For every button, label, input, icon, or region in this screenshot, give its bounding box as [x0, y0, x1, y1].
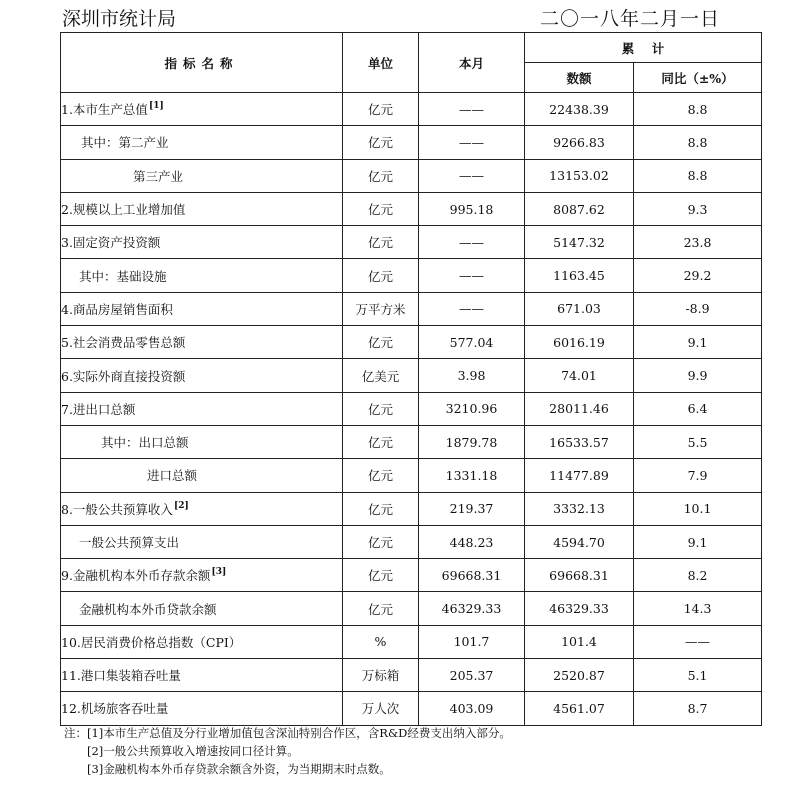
unit-cell: 亿美元: [343, 359, 419, 392]
amount-cell: 6016.19: [525, 326, 634, 359]
amount-cell: 4561.07: [525, 692, 634, 725]
yoy-cell: 14.3: [634, 592, 762, 625]
table-row: [61, 692, 762, 725]
yoy-cell: 6.4: [634, 392, 762, 425]
table-row: [61, 559, 762, 592]
month-cell: 219.37: [419, 492, 525, 525]
unit-cell: 万平方米: [343, 292, 419, 325]
footnotes: [64, 724, 511, 778]
yoy-cell: 8.8: [634, 93, 762, 126]
amount-cell: 69668.31: [525, 559, 634, 592]
amount-cell: 5147.32: [525, 226, 634, 259]
yoy-cell: 23.8: [634, 226, 762, 259]
unit-cell: 亿元: [343, 326, 419, 359]
month-cell: 448.23: [419, 525, 525, 558]
month-cell: 3210.96: [419, 392, 525, 425]
yoy-cell: -8.9: [634, 292, 762, 325]
amount-cell: 16533.57: [525, 425, 634, 458]
unit-cell: 亿元: [343, 93, 419, 126]
indicator-name: 2.规模以上工业增加值: [61, 192, 343, 225]
unit-cell: 亿元: [343, 492, 419, 525]
header-indicator: 指标名称: [61, 33, 343, 93]
statistics-table: [60, 32, 762, 726]
yoy-cell: 9.1: [634, 326, 762, 359]
unit-cell: 亿元: [343, 559, 419, 592]
report-date: 二〇一八年二月一日: [539, 8, 720, 30]
unit-cell: 亿元: [343, 259, 419, 292]
unit-cell: 亿元: [343, 192, 419, 225]
unit-cell: %: [343, 625, 419, 658]
unit-cell: 亿元: [343, 159, 419, 192]
yoy-cell: 8.8: [634, 159, 762, 192]
table-row: [61, 93, 762, 126]
indicator-name: 8.一般公共预算收入[2]: [61, 492, 343, 525]
yoy-cell: 10.1: [634, 492, 762, 525]
indicator-name: 进口总额: [61, 459, 343, 492]
yoy-cell: 9.1: [634, 525, 762, 558]
indicator-name: 6.实际外商直接投资额: [61, 359, 343, 392]
indicator-name: 一般公共预算支出: [61, 525, 343, 558]
unit-cell: 亿元: [343, 392, 419, 425]
amount-cell: 9266.83: [525, 126, 634, 159]
table-row: [61, 625, 762, 658]
amount-cell: 22438.39: [525, 93, 634, 126]
indicator-name: 9.金融机构本外币存款余额[3]: [61, 559, 343, 592]
yoy-cell: 8.2: [634, 559, 762, 592]
indicator-name: 3.固定资产投资额: [61, 226, 343, 259]
header-yoy: 同比（±%）: [634, 63, 762, 93]
month-cell: 1331.18: [419, 459, 525, 492]
unit-cell: 亿元: [343, 126, 419, 159]
indicator-name: 第三产业: [61, 159, 343, 192]
unit-cell: 万人次: [343, 692, 419, 725]
month-cell: 101.7: [419, 625, 525, 658]
header-month: 本月: [419, 33, 525, 93]
indicator-name: 11.港口集装箱吞吐量: [61, 659, 343, 692]
yoy-cell: 9.3: [634, 192, 762, 225]
header-amount: 数额: [525, 63, 634, 93]
month-cell: 577.04: [419, 326, 525, 359]
month-cell: 3.98: [419, 359, 525, 392]
amount-cell: 46329.33: [525, 592, 634, 625]
yoy-cell: 8.8: [634, 126, 762, 159]
table-row: [61, 659, 762, 692]
amount-cell: 1163.45: [525, 259, 634, 292]
yoy-cell: 5.1: [634, 659, 762, 692]
amount-cell: 28011.46: [525, 392, 634, 425]
table-row: [61, 459, 762, 492]
amount-cell: 2520.87: [525, 659, 634, 692]
month-cell: ——: [419, 126, 525, 159]
yoy-cell: 9.9: [634, 359, 762, 392]
table-row: [61, 159, 762, 192]
month-cell: 46329.33: [419, 592, 525, 625]
amount-cell: 11477.89: [525, 459, 634, 492]
table-row: [61, 392, 762, 425]
month-cell: ——: [419, 292, 525, 325]
header-cumulative: 累 计: [525, 33, 762, 63]
table-row: [61, 592, 762, 625]
footnote-2: [2]一般公共预算收入增速按同口径计算。: [87, 744, 299, 758]
footnote-ref: [1]: [148, 101, 164, 112]
yoy-cell: 29.2: [634, 259, 762, 292]
unit-cell: 亿元: [343, 525, 419, 558]
month-cell: 995.18: [419, 192, 525, 225]
indicator-name: 7.进出口总额: [61, 392, 343, 425]
indicator-name: 12.机场旅客吞吐量: [61, 692, 343, 725]
table-row: [61, 359, 762, 392]
footnote-3: [3]金融机构本外币存贷款余额含外资，为当期期末时点数。: [87, 762, 391, 776]
header-unit: 单位: [343, 33, 419, 93]
month-cell: ——: [419, 159, 525, 192]
month-cell: 403.09: [419, 692, 525, 725]
amount-cell: 74.01: [525, 359, 634, 392]
table-row: [61, 259, 762, 292]
footnote-ref: [2]: [173, 500, 189, 511]
org-name: 深圳市统计局: [62, 8, 177, 30]
unit-cell: 亿元: [343, 459, 419, 492]
amount-cell: 8087.62: [525, 192, 634, 225]
amount-cell: 4594.70: [525, 525, 634, 558]
table-row: [61, 192, 762, 225]
yoy-cell: 5.5: [634, 425, 762, 458]
footnote-1: 注：[1]本市生产总值及分行业增加值包含深汕特别合作区，含R&D经费支出纳入部分。: [64, 726, 511, 740]
table-row: [61, 226, 762, 259]
amount-cell: 101.4: [525, 625, 634, 658]
unit-cell: 亿元: [343, 226, 419, 259]
indicator-name: 其中：第二产业: [61, 126, 343, 159]
indicator-name: 金融机构本外币贷款余额: [61, 592, 343, 625]
unit-cell: 亿元: [343, 425, 419, 458]
indicator-name: 5.社会消费品零售总额: [61, 326, 343, 359]
table-row: [61, 326, 762, 359]
month-cell: 69668.31: [419, 559, 525, 592]
footnote-ref: [3]: [211, 567, 227, 578]
table-row: [61, 492, 762, 525]
table-row: [61, 525, 762, 558]
table-row: [61, 126, 762, 159]
yoy-cell: 8.7: [634, 692, 762, 725]
indicator-name: 其中：基础设施: [61, 259, 343, 292]
month-cell: 205.37: [419, 659, 525, 692]
indicator-name: 4.商品房屋销售面积: [61, 292, 343, 325]
amount-cell: 671.03: [525, 292, 634, 325]
amount-cell: 13153.02: [525, 159, 634, 192]
table-row: [61, 292, 762, 325]
month-cell: ——: [419, 259, 525, 292]
yoy-cell: 7.9: [634, 459, 762, 492]
unit-cell: 万标箱: [343, 659, 419, 692]
unit-cell: 亿元: [343, 592, 419, 625]
amount-cell: 3332.13: [525, 492, 634, 525]
table-row: [61, 425, 762, 458]
month-cell: ——: [419, 93, 525, 126]
month-cell: ——: [419, 226, 525, 259]
month-cell: 1879.78: [419, 425, 525, 458]
indicator-name: 10.居民消费价格总指数（CPI）: [61, 625, 343, 658]
yoy-cell: ——: [634, 625, 762, 658]
indicator-name: 其中：出口总额: [61, 425, 343, 458]
indicator-name: 1.本市生产总值[1]: [61, 93, 343, 126]
